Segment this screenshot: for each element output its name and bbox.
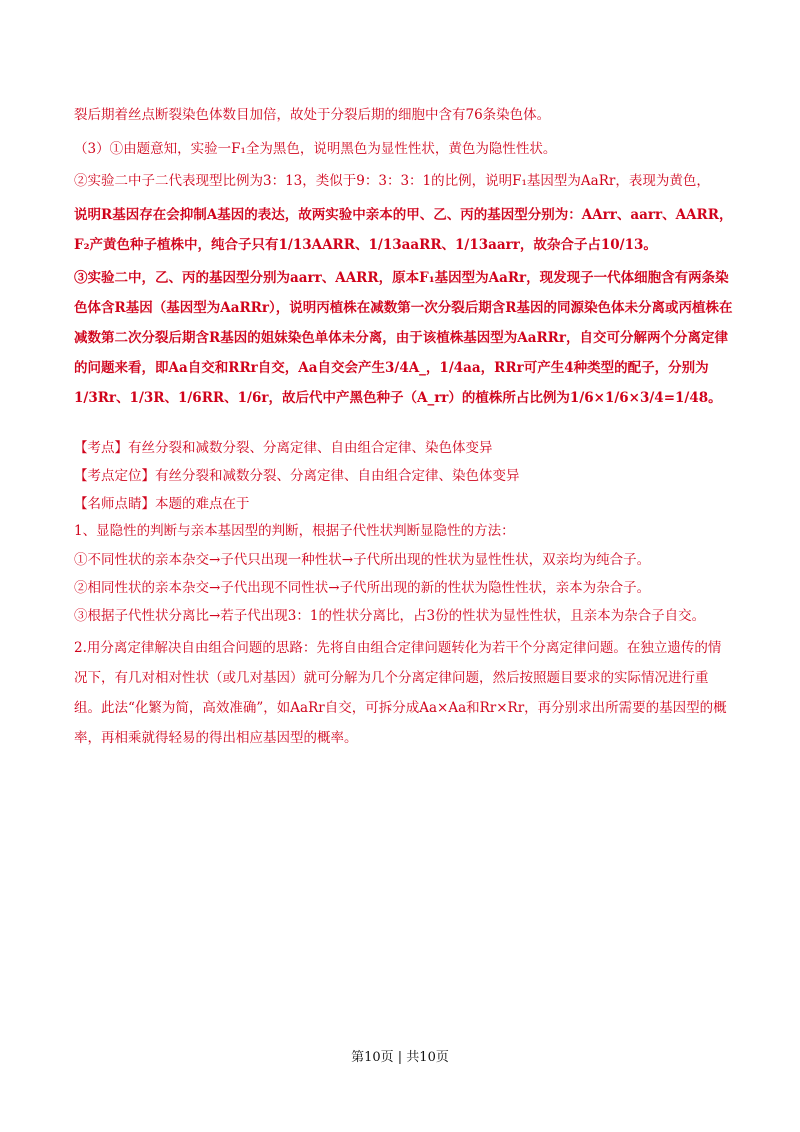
paragraph-p2: （3）①由题意知，实验一F₁全为黑色，说明黑色为显性性状，黄色为隐性性状。 <box>74 141 557 157</box>
paragraph-p13: 2.用分离定律解决自由组合问题的思路：先将自由组合定律问题转化为若干个分离定律问题。在独立遗传的情况下，有几对相对性状（或几对基因）就可分解为几个分离定律问题，然后按照题目要求的实际情况进行重组。此法“化繁为简，高效准确”，如AaRr自交，可拆分成Aa×Aa和Rr×Rr，再分别求出所需要的基因型的概率，再相乘就得轻易的得出相应基因型的概率。 <box>74 640 727 746</box>
paragraph-p1: 裂后期着丝点断裂染色体数目加倍，故处于分裂后期的细胞中含有76条染色体。 <box>74 107 551 123</box>
paragraph-p3: ②实验二中子二代表现型比例为3：13，类似于9：3：3：1的比例，说明F₁基因型为AaRr，表现为黄色， <box>74 173 710 189</box>
paragraph-p7: 【考点定位】有丝分裂和减数分裂、分离定律、自由组合定律、染色体变异 <box>74 468 520 484</box>
paragraph-p10: ①不同性状的亲本杂交→子代只出现一种性状→子代所出现的性状为显性性状，双亲均为纯合子。 <box>74 552 651 568</box>
paragraph-p11: ②相同性状的亲本杂交→子代出现不同性状→子代所出现的新的性状为隐性性状，亲本为杂合子。 <box>74 580 651 596</box>
paragraph-p4: 说明R基因存在会抑制A基因的表达，故两实验中亲本的甲、乙、丙的基因型分别为：AArr、aarr、AARR，F₂产黄色种子植株中，纯合子只有1/13AARR、1/13aaRR、1/13aarr，故杂合子占10/13。 <box>74 207 733 253</box>
paragraph-p8: 【名师点睛】本题的难点在于 <box>74 496 250 512</box>
paragraph-p9: 1、显隐性的判断与亲本基因型的判断，根据子代性状判断显隐性的方法： <box>74 523 515 539</box>
paragraph-p12: ③根据子代性状分离比→若子代出现3：1的性状分离比，占3份的性状为显性性状，且亲本为杂合子自交。 <box>74 608 706 624</box>
paragraph-p5: ③实验二中，乙、丙的基因型分别为aarr、AARR，原本F₁基因型为AaRr，现发现子一代体细胞含有两条染色体含R基因（基因型为AaRRr），说明丙植株在减数第一次分裂后期含R基因的同源染色体未分离或丙植株在减数第二次分裂后期含R基因的姐妹染色单体未分离，由于该植株基因型为AaRRr，自交可分解两个分离定律的问题来看，即Aa自交和RRr自交，Aa自交会产生3/4A_，1/4aa，RRr可产生4种类型的配子，分别为1/3Rr、1/3R、1/6RR、1/6r，故后代中产黑色种子（A_rr）的植株所占比例为1/6×1/6×3/4=1/48。 <box>74 270 733 406</box>
paragraph-p6: 【考点】有丝分裂和减数分裂、分离定律、自由组合定律、染色体变异 <box>74 440 493 456</box>
page-footer: 第10页 | 共10页 <box>351 1050 449 1065</box>
